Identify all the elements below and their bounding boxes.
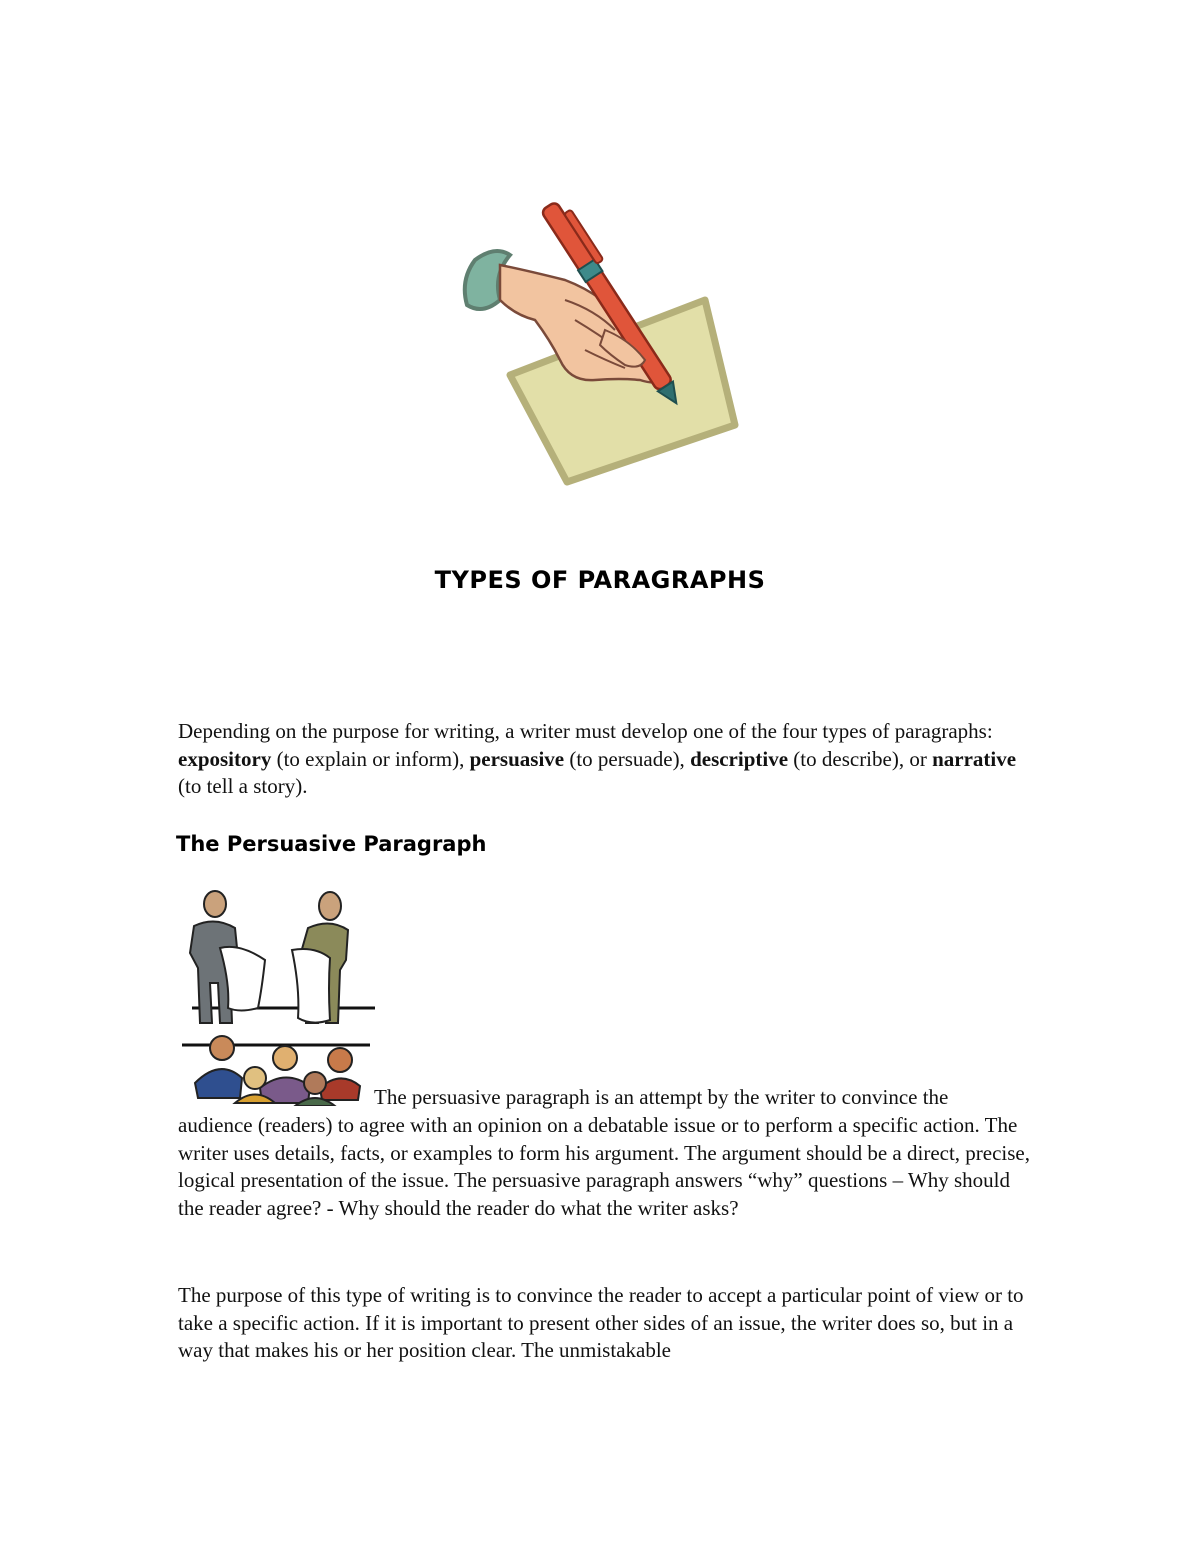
intro-text-2: (to explain or inform), bbox=[271, 746, 470, 771]
debate-illustration bbox=[180, 888, 375, 1106]
section-heading-persuasive: The Persuasive Paragraph bbox=[176, 832, 487, 856]
purpose-paragraph: The purpose of this type of writing is to convince the reader to accept a particular point of view or to take a specific action. If it is important to present other sides of an issue, the writer does so, but in a way that makes his or her position clear. The unmistakable bbox=[178, 1283, 1024, 1363]
intro-text-3: (to persuade), bbox=[564, 746, 691, 771]
hand-writing-illustration bbox=[455, 200, 740, 490]
term-expository: expository bbox=[178, 746, 272, 771]
term-narrative: narrative bbox=[932, 746, 1017, 771]
persuasive-paragraph-first-line: The persuasive paragraph is an attempt by the writer to convince the bbox=[374, 1085, 949, 1109]
intro-text-5: (to tell a story). bbox=[178, 774, 308, 799]
term-descriptive: descriptive bbox=[690, 746, 789, 771]
document-title: TYPES OF PARAGRAPHS bbox=[434, 566, 766, 594]
term-persuasive: persuasive bbox=[469, 746, 565, 771]
intro-text-4: (to describe), or bbox=[788, 746, 933, 771]
intro-text-1: Depending on the purpose for writing, a writer must develop one of the four types of paragraphs: bbox=[178, 719, 993, 743]
intro-paragraph bbox=[178, 718, 1038, 801]
persuasive-paragraph-body: audience (readers) to agree with an opinion on a debatable issue or to perform a specific action. The writer uses details, facts, or examples to form his argument. The argument should be a direct, precise, logical presentation of the issue. The persuasive paragraph answers “why” questions – Why should the reader agree? - Why should the reader do what the writer asks? bbox=[178, 1113, 1031, 1220]
